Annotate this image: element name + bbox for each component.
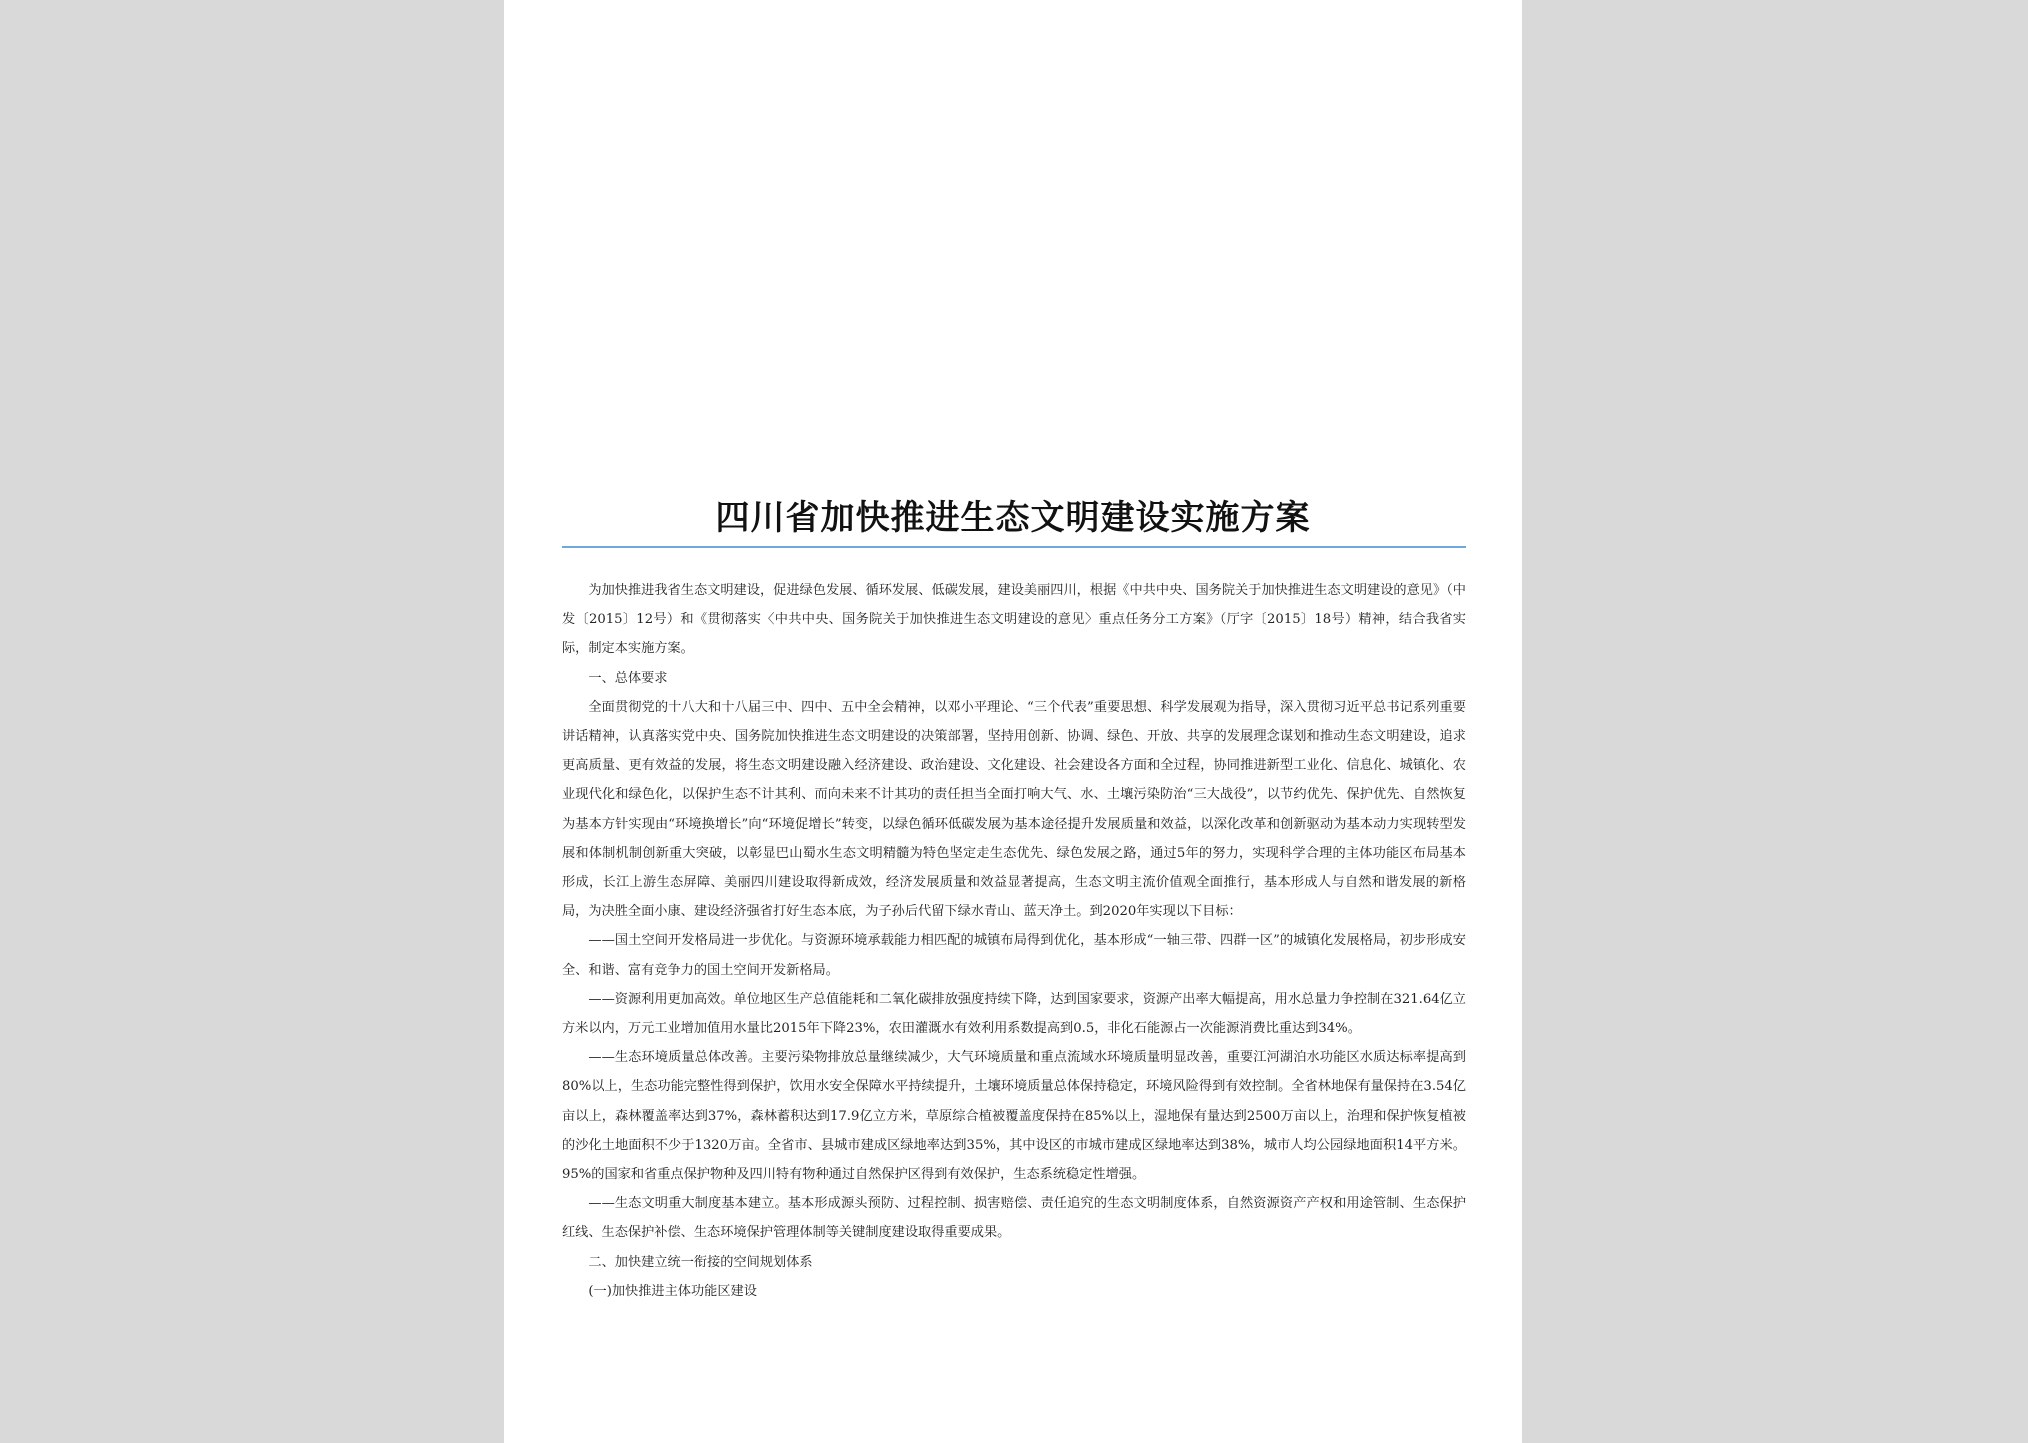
intro-paragraph: 为加快推进我省生态文明建设，促进绿色发展、循环发展、低碳发展，建设美丽四川，根据《中共中央、国务院关于加快推进生态文明建设的意见》（中发〔2015〕12号）和《贯彻落实〈中共中央、国务院关于加快推进生态文明建设的意见〉重点任务分工方案》（厅字〔2015〕18号）精神，结合我省实际，制定本实施方案。 bbox=[562, 583, 1466, 657]
document-body bbox=[562, 576, 1466, 1306]
document-page bbox=[504, 0, 1522, 1443]
document-title: 四川省加快推进生态文明建设实施方案 bbox=[715, 498, 1311, 538]
section-heading: 二、加快建立统一衔接的空间规划体系 bbox=[588, 1254, 813, 1270]
section-heading: 一、总体要求 bbox=[588, 670, 668, 686]
title-divider bbox=[562, 546, 1466, 548]
goal-paragraph: ——资源利用更加高效。单位地区生产总值能耗和二氧化碳排放强度持续下降，达到国家要求，资源产出率大幅提高，用水总量力争控制在321.64亿立方米以内，万元工业增加值用水量比2015年下降23%，农田灌溉水有效利用系数提高到0.5，非化石能源占一次能源消费比重达到34%。 bbox=[562, 991, 1466, 1037]
goal-paragraph: ——生态环境质量总体改善。主要污染物排放总量继续减少，大气环境质量和重点流域水环境质量明显改善，重要江河湖泊水功能区水质达标率提高到80%以上，生态功能完整性得到保护，饮用水安全保障水平持续提升，土壤环境质量总体保持稳定，环境风险得到有效控制。全省林地保有量保持在3.54亿亩以上，森林覆盖率达到37%，森林蓄积达到17.9亿立方米，草原综合植被覆盖度保持在85%以上，湿地保有量达到2500万亩以上，治理和保护恢复植被的沙化土地面积不少于1320万亩。全省市、县城市建成区绿地率达到35%，其中设区的市城市建成区绿地率达到38%，城市人均公园绿地面积14平方米。95%的国家和省重点保护物种及四川特有物种通过自然保护区得到有效保护，生态系统稳定性增强。 bbox=[562, 1050, 1466, 1183]
goal-paragraph: ——国土空间开发格局进一步优化。与资源环境承载能力相匹配的城镇布局得到优化，基本形成“一轴三带、四群一区”的城镇化发展格局，初步形成安全、和谐、富有竞争力的国土空间开发新格局。 bbox=[562, 933, 1466, 978]
goal-paragraph: ——生态文明重大制度基本建立。基本形成源头预防、过程控制、损害赔偿、责任追究的生态文明制度体系，自然资源资产产权和用途管制、生态保护红线、生态保护补偿、生态环境保护管理体制等关键制度建设取得重要成果。 bbox=[562, 1196, 1466, 1241]
body-paragraph: 全面贯彻党的十八大和十八届三中、四中、五中全会精神，以邓小平理论、“三个代表”重要思想、科学发展观为指导，深入贯彻习近平总书记系列重要讲话精神，认真落实党中央、国务院加快推进生态文明建设的决策部署，坚持用创新、协调、绿色、开放、共享的发展理念谋划和推动生态文明建设，追求更高质量、更有效益的发展，将生态文明建设融入经济建设、政治建设、文化建设、社会建设各方面和全过程，协同推进新型工业化、信息化、城镇化、农业现代化和绿色化，以保护生态不计其利、而向未来不计其功的责任担当全面打响大气、水、土壤污染防治“三大战役”，以节约优先、保护优先、自然恢复为基本方针实现由“环境换增长”向“环境促增长”转变，以绿色循环低碳发展为基本途径提升发展质量和效益，以深化改革和创新驱动为基本动力实现转型发展和体制机制创新重大突破，以彰显巴山蜀水生态文明精髓为特色坚定走生态优先、绿色发展之路，通过5年的努力，实现科学合理的主体功能区布局基本形成，长江上游生态屏障、美丽四川建设取得新成效，经济发展质量和效益显著提高，生态文明主流价值观全面推行，基本形成人与自然和谐发展的新格局，为决胜全面小康、建设经济强省打好生态本底，为子孙后代留下绿水青山、蓝天净土。到2020年实现以下目标： bbox=[562, 699, 1466, 920]
subsection-heading: (一)加快推进主体功能区建设 bbox=[588, 1283, 757, 1299]
